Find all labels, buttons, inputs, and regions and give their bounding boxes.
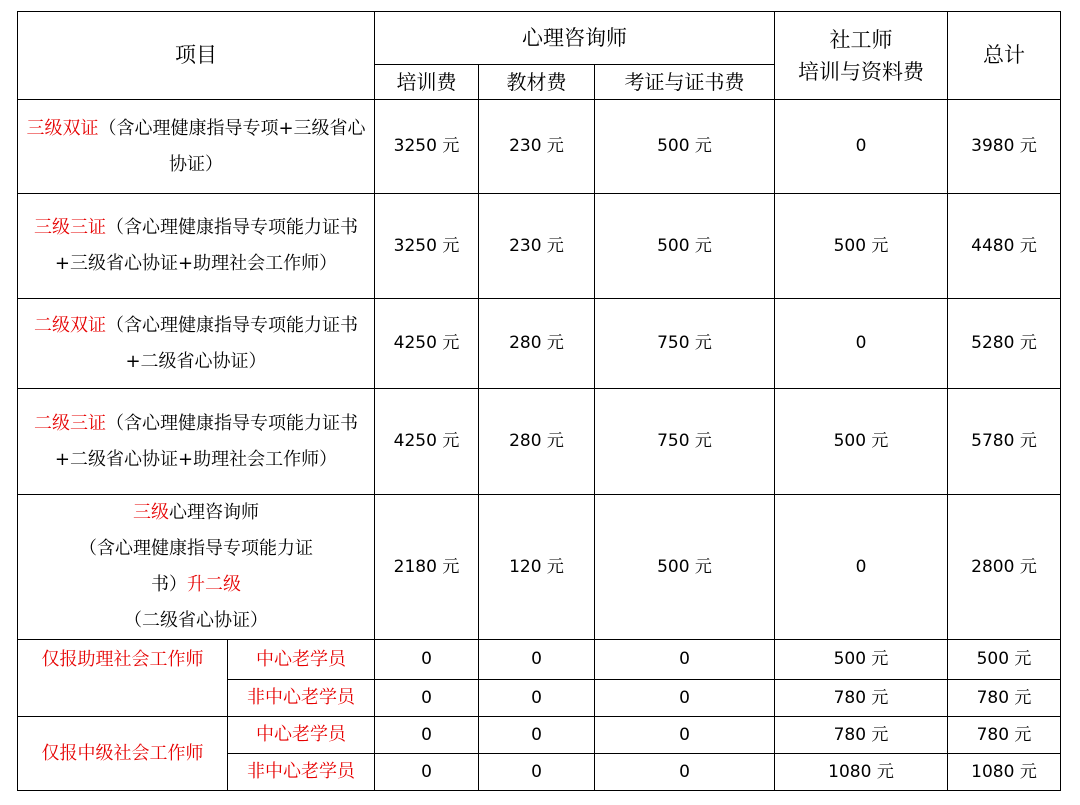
cell-total: 5780 元 — [948, 389, 1061, 495]
table-row — [18, 495, 1061, 640]
cell-exam: 500 元 — [595, 100, 775, 194]
upgrade-target: 升二级 — [187, 574, 241, 595]
item-highlight: 三级双证 — [26, 117, 99, 139]
cell-exam: 500 元 — [595, 495, 775, 640]
cell-total: 4480 元 — [948, 194, 1061, 299]
cell-exam: 0 — [595, 717, 775, 754]
cell-textbook: 0 — [479, 754, 595, 791]
upgrade-desc: （含心理健康指导专项能力证书） — [79, 538, 313, 595]
cell-total: 780 元 — [948, 680, 1061, 717]
group-sub: 非中心老学员 — [228, 680, 375, 717]
cell-textbook: 0 — [479, 680, 595, 717]
cell-training: 0 — [375, 680, 479, 717]
cell-social: 500 元 — [775, 194, 948, 299]
group-sub: 中心老学员 — [228, 640, 375, 680]
cell-exam: 0 — [595, 754, 775, 791]
cell-training: 0 — [375, 640, 479, 680]
header-total: 总计 — [948, 12, 1061, 100]
cell-textbook: 280 元 — [479, 389, 595, 495]
cell-textbook: 0 — [479, 640, 595, 680]
table-row — [18, 717, 1061, 754]
group-sub: 非中心老学员 — [228, 754, 375, 791]
upgrade-level: 三级 — [133, 502, 169, 523]
fee-table — [17, 11, 1061, 791]
item-highlight: 三级三证 — [34, 217, 106, 238]
cell-total: 2800 元 — [948, 495, 1061, 640]
header-social-sub: 培训与资料费 — [798, 59, 925, 84]
cell-total: 5280 元 — [948, 299, 1061, 389]
row-item — [18, 194, 375, 299]
group-name: 仅报中级社会工作师 — [18, 717, 228, 791]
header-social-title: 社工师 — [829, 27, 893, 52]
table-row — [18, 389, 1061, 495]
cell-training: 4250 元 — [375, 299, 479, 389]
cell-total: 500 元 — [948, 640, 1061, 680]
cell-total: 780 元 — [948, 717, 1061, 754]
cell-social: 780 元 — [775, 680, 948, 717]
item-desc: （含心理健康指导专项能力证书+二级省心协证） — [106, 314, 358, 372]
item-desc: （含心理健康指导专项+三级省心协证） — [98, 117, 366, 175]
cell-exam: 0 — [595, 680, 775, 717]
cell-training: 0 — [375, 717, 479, 754]
header-textbook: 教材费 — [479, 65, 595, 100]
cell-training: 4250 元 — [375, 389, 479, 495]
cell-social: 1080 元 — [775, 754, 948, 791]
cell-textbook: 230 元 — [479, 194, 595, 299]
cell-exam: 750 元 — [595, 389, 775, 495]
table-row — [18, 299, 1061, 389]
group-name: 仅报助理社会工作师 — [18, 640, 228, 717]
cell-textbook: 230 元 — [479, 100, 595, 194]
group-sub: 中心老学员 — [228, 717, 375, 754]
row-item — [18, 100, 375, 194]
header-psych: 心理咨询师 — [375, 12, 775, 65]
item-highlight: 二级双证 — [34, 314, 106, 336]
cell-training: 0 — [375, 754, 479, 791]
item-highlight: 二级三证 — [34, 412, 106, 434]
row-item-upgrade — [18, 495, 375, 640]
cell-social: 0 — [775, 299, 948, 389]
cell-exam: 500 元 — [595, 194, 775, 299]
header-row-1 — [18, 12, 1061, 65]
header-training: 培训费 — [375, 65, 479, 100]
cell-training: 2180 元 — [375, 495, 479, 640]
row-item — [18, 389, 375, 495]
upgrade-name: 心理咨询师 — [169, 502, 259, 523]
upgrade-cert: （二级省心协证） — [124, 610, 268, 631]
cell-social: 780 元 — [775, 717, 948, 754]
table-row — [18, 640, 1061, 680]
cell-exam: 0 — [595, 640, 775, 680]
cell-total: 3980 元 — [948, 100, 1061, 194]
cell-textbook: 120 元 — [479, 495, 595, 640]
header-project: 项目 — [18, 12, 375, 100]
cell-textbook: 0 — [479, 717, 595, 754]
cell-social: 500 元 — [775, 640, 948, 680]
table-row — [18, 194, 1061, 299]
header-exam: 考证与证书费 — [595, 65, 775, 100]
table-row — [18, 100, 1061, 194]
cell-training: 3250 元 — [375, 194, 479, 299]
item-desc: （含心理健康指导专项能力证书+三级省心协证+助理社会工作师） — [54, 217, 358, 274]
cell-textbook: 280 元 — [479, 299, 595, 389]
cell-total: 1080 元 — [948, 754, 1061, 791]
header-social — [775, 12, 948, 100]
cell-social: 0 — [775, 495, 948, 640]
item-desc: （含心理健康指导专项能力证书+二级省心协证+助理社会工作师） — [54, 412, 358, 470]
row-item — [18, 299, 375, 389]
cell-social: 500 元 — [775, 389, 948, 495]
cell-exam: 750 元 — [595, 299, 775, 389]
cell-training: 3250 元 — [375, 100, 479, 194]
cell-social: 0 — [775, 100, 948, 194]
